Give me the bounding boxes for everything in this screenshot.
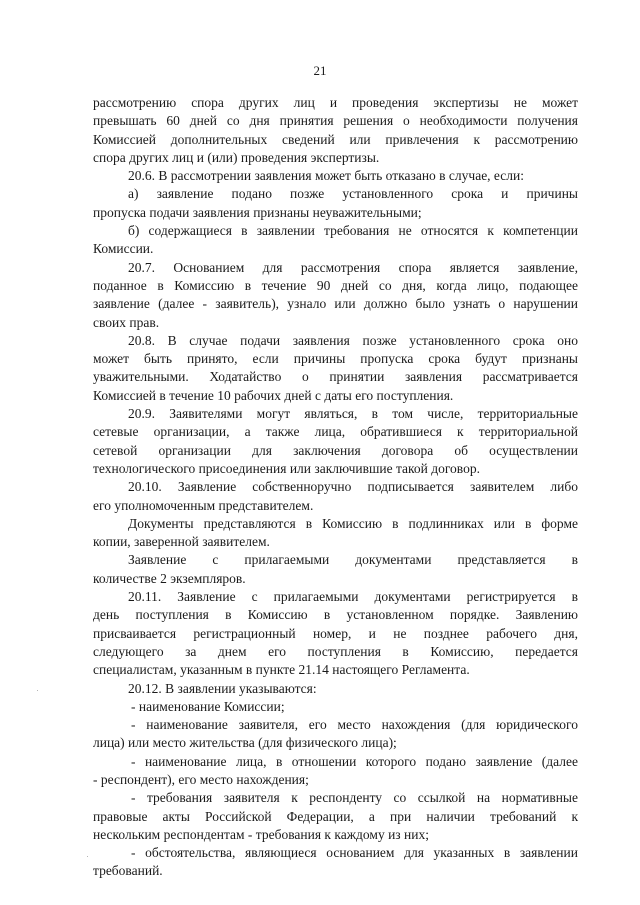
text-line: копии, заверенной заявителем. — [93, 534, 270, 550]
text-line: требований. — [93, 863, 163, 879]
clause-20-7: 20.7. Основанием для рассмотрения спора является заявление, — [128, 259, 578, 275]
text-line: специалистам, указанным в пункте 21.14 настоящего Регламента. — [93, 662, 470, 678]
text-line: пропуска подачи заявления признаны неуважительными; — [93, 204, 422, 220]
text-line: Заявление с прилагаемыми документами представляется в — [128, 552, 578, 568]
text-line: Комиссии. — [93, 241, 154, 257]
clause-20-10: 20.10. Заявление собственноручно подписывается заявителем либо — [128, 479, 578, 495]
text-line: следующего за днем его поступления в Комиссию, передается — [93, 643, 578, 659]
clause-20-12: 20.12. В заявлении указываются: — [128, 680, 317, 696]
text-line: лица) или место жительства (для физического лица); — [93, 735, 397, 751]
page-number: 21 — [313, 63, 327, 78]
text-line: день поступления в Комиссию в установленном порядке. Заявлению — [93, 607, 578, 623]
clause-20-9: 20.9. Заявителями могут являться, в том числе, территориальные — [128, 406, 578, 422]
text-line: технологического присоединения или заключившие такой договор. — [93, 460, 480, 476]
text-line: спора других лиц и (или) проведения экспертизы. — [93, 149, 380, 165]
text-line: Комиссией в течение 10 рабочих дней с даты его поступления. — [93, 387, 454, 403]
text-line: - респондент), его место нахождения; — [93, 771, 309, 787]
clause-20-8: 20.8. В случае подачи заявления позже установленного срока оно — [128, 332, 578, 348]
clause-20-6: 20.6. В рассмотрении заявления может быть отказано в случае, если: — [128, 168, 524, 184]
list-item: - наименование Комиссии; — [131, 698, 285, 714]
text-line: своих прав. — [93, 314, 160, 330]
text-line: может быть принято, если причины пропуска срока будут признаны — [93, 351, 578, 367]
list-item: - требования заявителя к респонденту со ссылкой на нормативные — [131, 790, 578, 806]
text-line: сетевой организации для заключения договора об осуществлении — [93, 442, 578, 458]
scan-dot — [87, 856, 88, 857]
text-line: правовые акты Российской Федерации, а при наличии требований к — [93, 808, 578, 824]
text-line: уважительными. Ходатайство о принятии заявления рассматривается — [93, 369, 578, 385]
text-line: б) содержащиеся в заявлении требования не относятся к компетенции — [128, 223, 578, 239]
text-line: превышать 60 дней со дня принятия решения о необходимости получения — [93, 113, 578, 129]
text-line: Документы представляются в Комиссию в подлинниках или в форме — [128, 515, 578, 531]
text-line: нескольким респондентам - требования к каждому из них; — [93, 826, 429, 842]
text-line: заявление (далее - заявитель), узнало или должно было узнать о нарушении — [93, 296, 578, 312]
scan-dot — [37, 690, 38, 691]
list-item: - обстоятельства, являющиеся основанием для указанных в заявлении — [131, 845, 578, 861]
text-line: присваивается регистрационный номер, и не позднее рабочего дня, — [93, 625, 578, 641]
text-line: Комиссией дополнительных сведений или привлечения к рассмотрению — [93, 131, 578, 147]
text-line: сетевые организации, а также лица, обратившиеся к территориальной — [93, 424, 578, 440]
list-item: - наименование заявителя, его место нахождения (для юридического — [131, 717, 578, 733]
list-item: - наименование лица, в отношении которого подано заявление (далее — [131, 753, 578, 769]
text-line: количестве 2 экземпляров. — [93, 570, 246, 586]
text-line: поданное в Комиссию в течение 90 дней со дня, когда лицо, подающее — [93, 277, 578, 293]
text-line: его уполномоченным представителем. — [93, 497, 314, 513]
clause-20-11: 20.11. Заявление с прилагаемыми документами регистрируется в — [128, 589, 578, 605]
text-line: рассмотрению спора других лиц и проведения экспертизы не может — [93, 95, 578, 110]
text-line: а) заявление подано позже установленного срока и причины — [128, 186, 578, 202]
document-body — [93, 94, 578, 881]
